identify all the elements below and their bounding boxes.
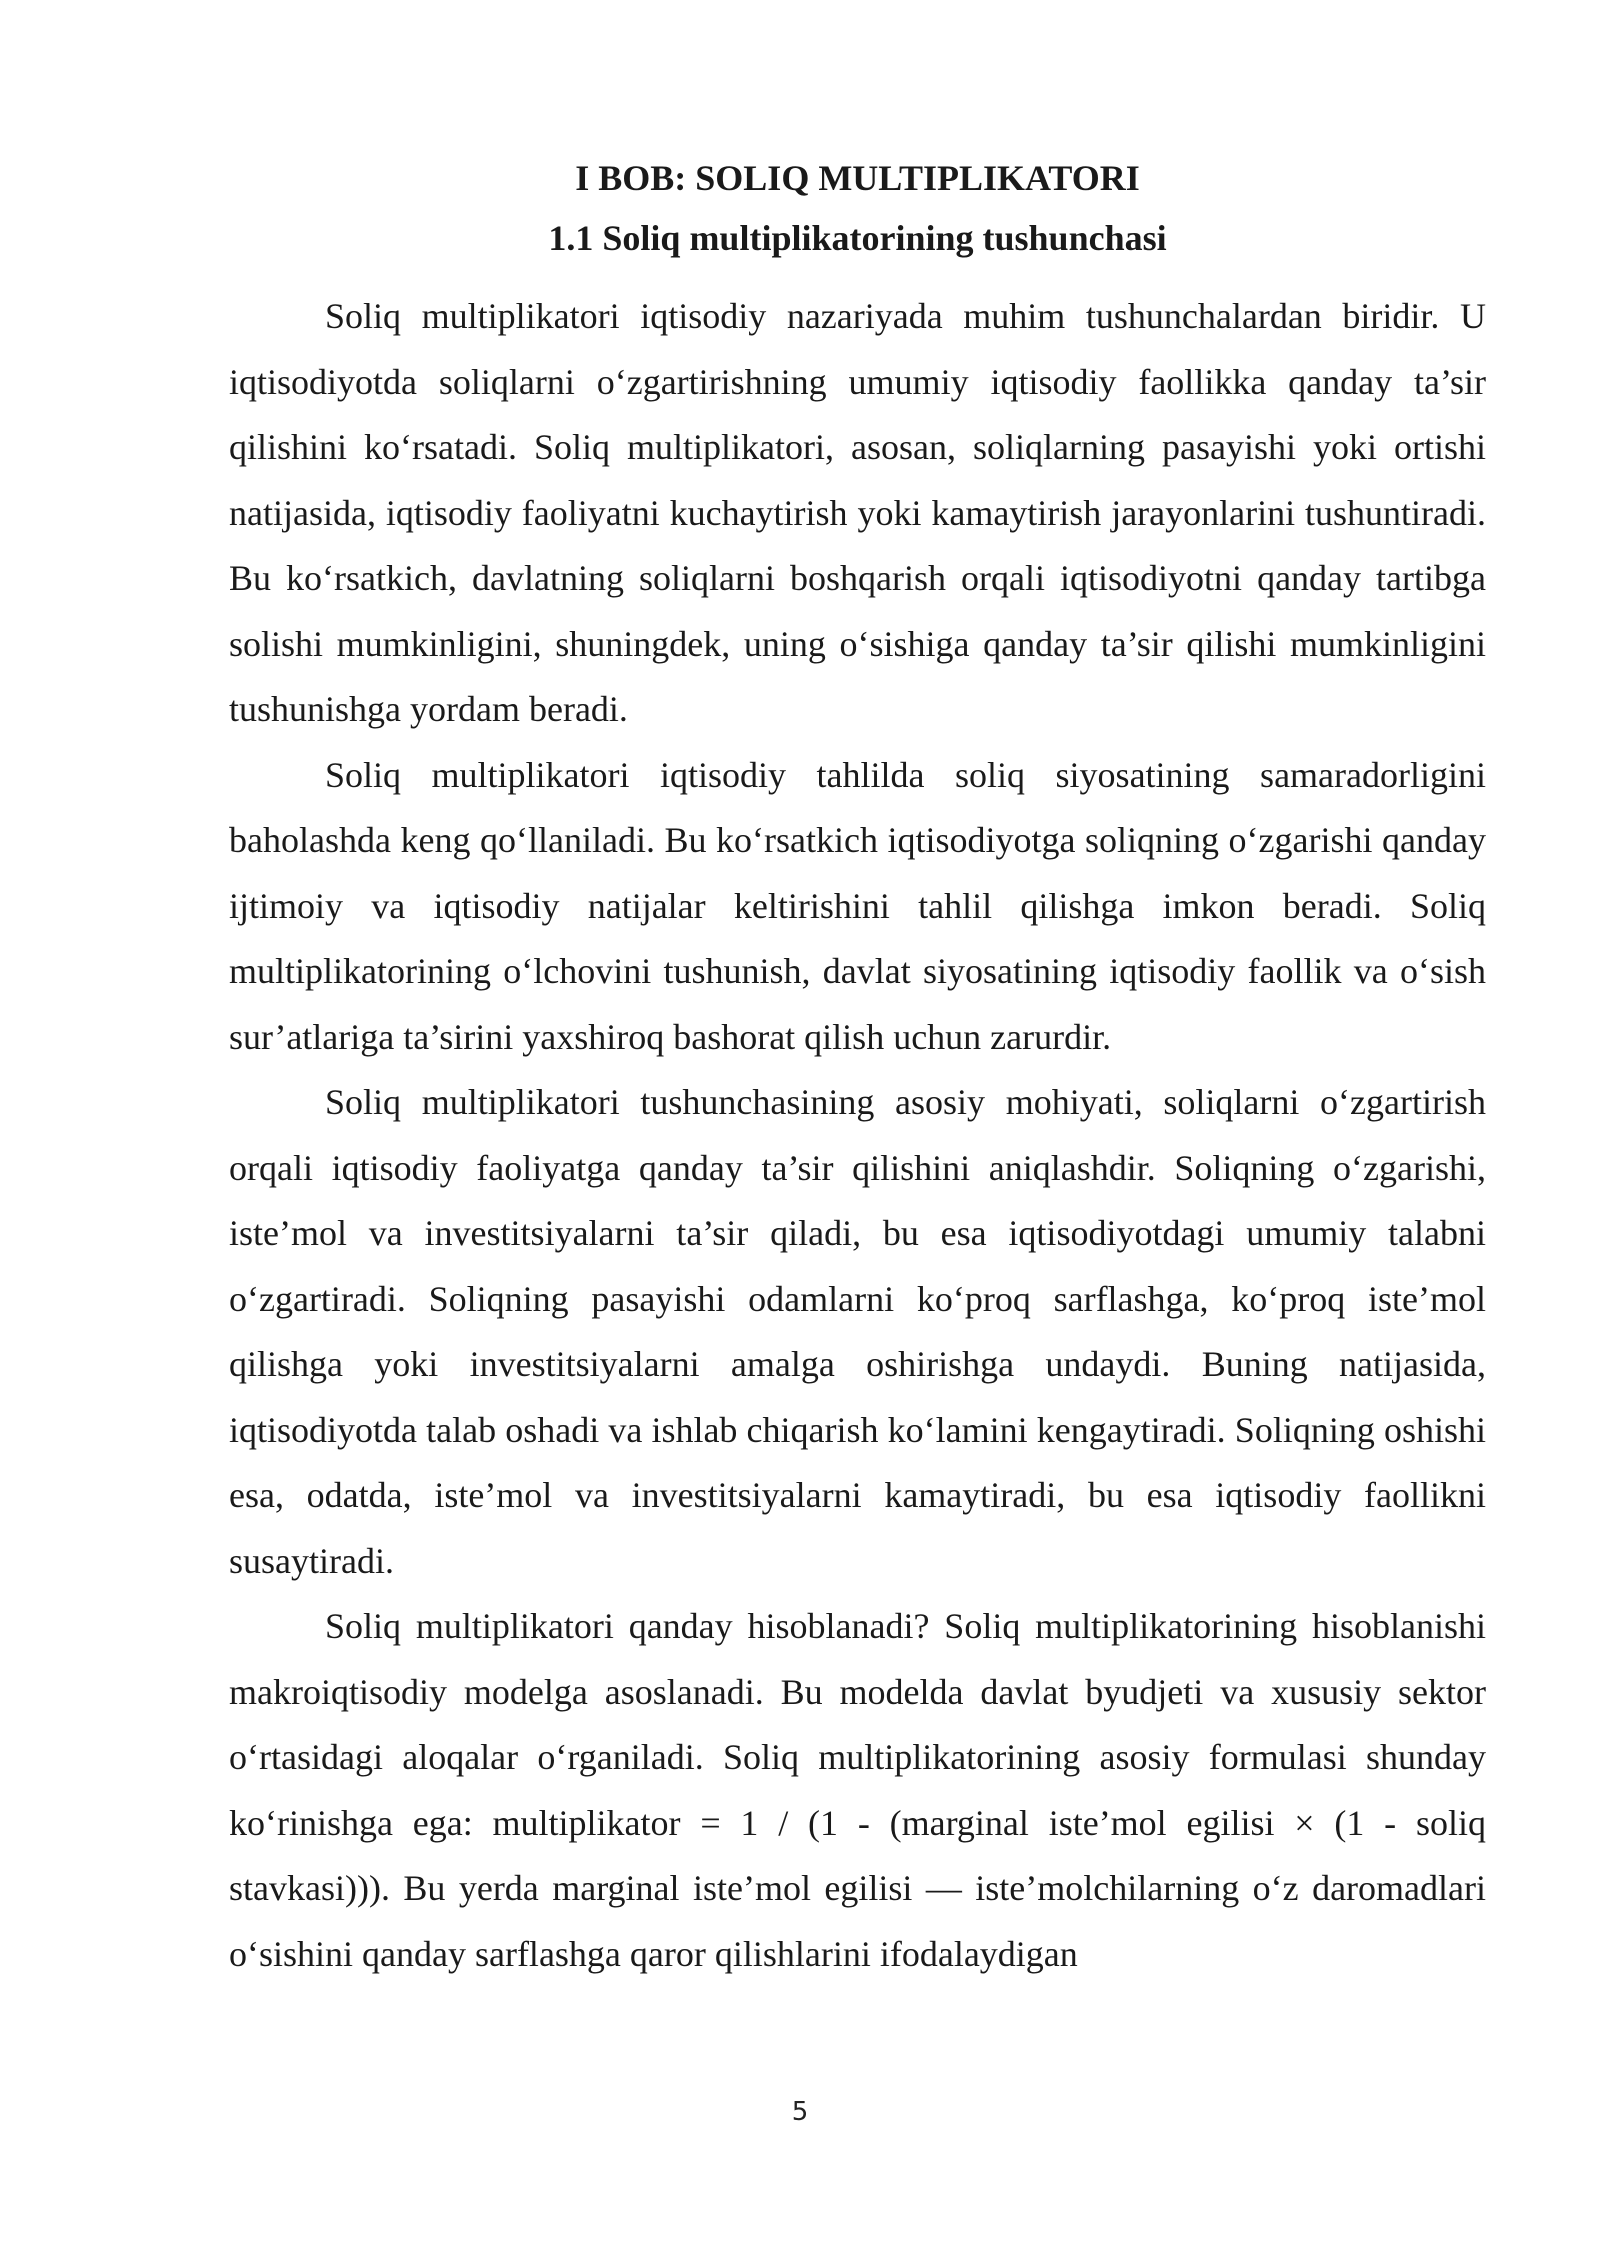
page-content xyxy=(229,150,1486,1987)
paragraph-4: Soliq multiplikatori qanday hisoblanadi? Soliq multiplikatorining hisoblanishi makroiqtisodiy modelga asoslanadi. Bu modelda davlat byudjeti va xususiy sektor o‘rtasidagi aloqalar o‘rganiladi. Soliq multiplikatorining asosiy formulasi shunday ko‘rinishga ega: multiplikator = 1 / (1 - (marginal iste’mol egilisi × (1 - soliq stavkasi))). Bu yerda marginal iste’mol egilisi — iste’molchilarning o‘z daromadlari o‘sishini qanday sarflashga qaror qilishlarini ifodalaydigan xyxy=(229,1606,1486,1974)
paragraph-3: Soliq multiplikatori tushunchasining asosiy mohiyati, soliqlarni o‘zgartirish orqali iqtisodiy faoliyatga qanday ta’sir qilishini aniqlashdir. Soliqning o‘zgarishi, iste’mol va investitsiyalarni ta’sir qiladi, bu esa iqtisodiyotdagi umumiy talabni o‘zgartiradi. Soliqning pasayishi odamlarni ko‘proq sarflashga, ko‘proq iste’mol qilishga yoki investitsiyalarni amalga oshirishga undaydi. Buning natijasida, iqtisodiyotda talab oshadi va ishlab chiqarish ko‘lamini kengaytiradi. Soliqning oshishi esa, odatda, iste’mol va investitsiyalarni kamaytiradi, bu esa iqtisodiy faollikni susaytiradi. xyxy=(229,1082,1486,1581)
chapter-title: I BOB: SOLIQ MULTIPLIKATORI xyxy=(575,158,1140,198)
paragraph-1: Soliq multiplikatori iqtisodiy nazariyada muhim tushunchalardan biridir. U iqtisodiyotda soliqlarni o‘zgartirishning umumiy iqtisodiy faollikka qanday ta’sir qilishini ko‘rsatadi. Soliq multiplikatori, asosan, soliqlarning pasayishi yoki ortishi natijasida, iqtisodiy faoliyatni kuchaytirish yoki kamaytirish jarayonlarini tushuntiradi. Bu ko‘rsatkich, davlatning soliqlarni boshqarish orqali iqtisodiyotni qanday tartibga solishi mumkinligini, shuningdek, uning o‘sishiga qanday ta’sir qilishi mumkinligini tushunishga yordam beradi. xyxy=(229,296,1486,729)
page-number: 5 xyxy=(791,2097,809,2127)
section-title: 1.1 Soliq multiplikatorining tushunchasi xyxy=(548,218,1167,258)
paragraph-2: Soliq multiplikatori iqtisodiy tahlilda soliq siyosatining samaradorligini baholashda keng qo‘llaniladi. Bu ko‘rsatkich iqtisodiyotga soliqning o‘zgarishi qanday ijtimoiy va iqtisodiy natijalar keltirishini tahlil qilishga imkon beradi. Soliq multiplikatorining o‘lchovini tushunish, davlat siyosatining iqtisodiy faollik va o‘sish sur’atlariga ta’sirini yaxshiroq bashorat qilish uchun zarurdir. xyxy=(229,754,1486,1057)
